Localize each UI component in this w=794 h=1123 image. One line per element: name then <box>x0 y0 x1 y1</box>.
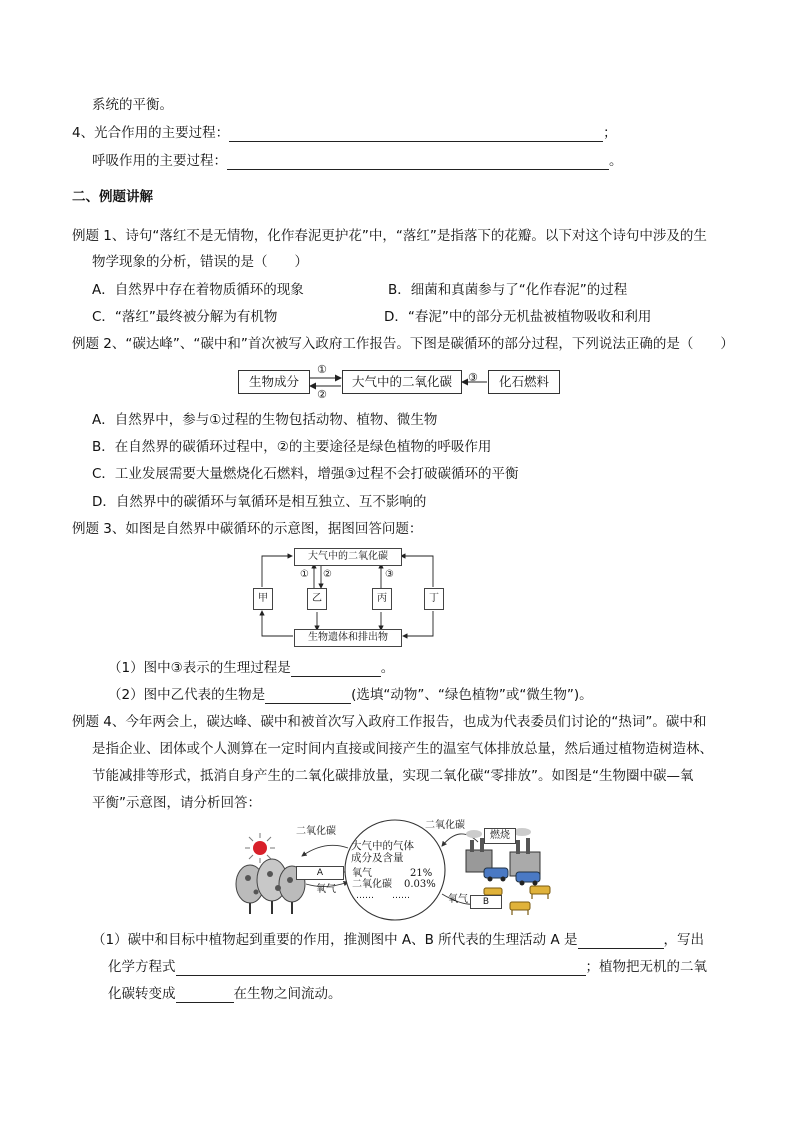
row-oxygen-value: 21% <box>410 868 433 879</box>
label-1: ① <box>300 569 309 580</box>
box-bing: 丙 <box>372 588 392 610</box>
ex4-q1-line2-mid: ；植物把无机的二氧 <box>585 959 707 975</box>
q4-prefix: 4、光合作用的主要过程： <box>72 125 230 141</box>
answer-blank[interactable] <box>291 662 381 677</box>
answer-blank[interactable] <box>176 961 586 976</box>
ex4-line3: 节能减排等形式，抵消自身产生的二氧化碳排放量，实现二氧化碳“零排放”。如图是“生物圈中碳—氧 <box>92 768 694 784</box>
label-o2-left: 氧气 <box>316 884 336 895</box>
section-title: 二、例题讲解 <box>72 189 153 205</box>
row-dots: …… …… <box>356 891 411 901</box>
tree-icon <box>236 859 305 914</box>
box-ding: 丁 <box>424 588 444 610</box>
row-oxygen-label: 氧气 <box>352 868 372 879</box>
ex4-q1-line2 <box>108 958 707 976</box>
ex1-stem-line2: 物学现象的分析，错误的是（ ） <box>92 254 308 270</box>
ex3-q2-end: (选填“动物”、“绿色植物”或“微生物”)。 <box>351 687 593 703</box>
label-3: ③ <box>385 569 394 580</box>
ex4-line2: 是指企业、团体或个人测算在一定时间内直接或间接产生的温室气体排放总量，然后通过植物造树造林、 <box>92 741 713 757</box>
ex1-option-b[interactable]: B．细菌和真菌参与了“化作春泥”的过程 <box>388 282 628 298</box>
ex4-q1-prefix: （1）碳中和目标中植物起到重要的作用，推测图中 A、B 所代表的生理活动 A 是 <box>92 932 578 948</box>
ex2-option-c[interactable]: C．工业发展需要大量燃烧化石燃料，增强③过程不会打破碳循环的平衡 <box>92 466 519 482</box>
intro-continuation: 系统的平衡。 <box>92 97 173 113</box>
box-atmospheric-co2: 大气中的二氧化碳 <box>342 370 462 394</box>
ex2-option-a[interactable]: A．自然界中，参与①过程的生物包括动物、植物、微生物 <box>92 412 438 428</box>
ex1-option-a[interactable]: A．自然界中存在着物质循环的现象 <box>92 282 304 298</box>
box-remains-and-excreta: 生物遗体和排出物 <box>294 629 402 647</box>
answer-blank[interactable] <box>265 689 351 704</box>
box-jia: 甲 <box>253 588 273 610</box>
ex1-option-c[interactable]: C．“落红”最终被分解为有机物 <box>92 309 278 325</box>
arrow-label-1: ① <box>317 363 327 376</box>
circle-title-1: 大气中的气体 <box>351 840 414 852</box>
ex3-question-2 <box>108 686 593 704</box>
answer-blank[interactable] <box>227 155 609 170</box>
ex4-q1-line3-prefix: 化碳转变成 <box>108 986 176 1002</box>
box-fossil-fuels: 化石燃料 <box>488 370 560 394</box>
ex3-q2-prefix: （2）图中乙代表的生物是 <box>108 687 266 703</box>
ex4-line1: 例题 4、今年两会上，碳达峰、碳中和被首次写入政府工作报告，也成为代表委员们讨论的“热词”。碳中和 <box>72 714 707 730</box>
arrow-label-3: ③ <box>468 371 478 384</box>
label-burn: 燃烧 <box>484 828 516 844</box>
row-co2-value: 0.03% <box>404 879 436 890</box>
ex3-q1-prefix: （1）图中③表示的生理过程是 <box>108 660 291 676</box>
ex2-option-b[interactable]: B．在自然界的碳循环过程中，②的主要途径是绿色植物的呼吸作用 <box>92 439 492 455</box>
question-4-line-2 <box>92 152 623 170</box>
ex1-stem-line1: 例题 1、诗句“落红不是无情物，化作春泥更护花”中，“落红”是指落下的花瓣。以下对这个诗句中涉及的生 <box>72 228 707 244</box>
answer-blank[interactable] <box>578 934 664 949</box>
ex3-q1-end: 。 <box>380 660 395 676</box>
ex4-q1-mid: ，写出 <box>663 932 704 948</box>
ex4-q1-line3-end: 在生物之间流动。 <box>233 986 342 1002</box>
arrow-label-2: ② <box>317 388 327 401</box>
ex3-question-1 <box>108 659 394 677</box>
label-co2-left: 二氧化碳 <box>296 826 336 837</box>
ex4-q1-line2-prefix: 化学方程式 <box>108 959 176 975</box>
label-co2-right: 二氧化碳 <box>425 820 465 831</box>
box-a: A <box>296 866 344 880</box>
q4-end2: 。 <box>609 153 623 169</box>
row-co2-label: 二氧化碳 <box>352 879 392 890</box>
ex3-stem: 例题 3、如图是自然界中碳循环的示意图，据图回答问题： <box>72 521 423 537</box>
label-2: ② <box>323 569 332 580</box>
box-biotic-components: 生物成分 <box>238 370 310 394</box>
answer-blank[interactable] <box>176 988 234 1003</box>
question-4-line-1 <box>72 124 617 142</box>
q4-end: ； <box>603 125 617 141</box>
ex1-option-d[interactable]: D．“春泥”中的部分无机盐被植物吸收和利用 <box>384 309 652 325</box>
sun-icon <box>245 833 275 863</box>
ex4-q1-line3 <box>108 985 342 1003</box>
ex2-stem: 例题 2、“碳达峰”、“碳中和”首次被写入政府工作报告。下图是碳循环的部分过程，下列说法正确的是（ ） <box>72 336 734 352</box>
ex4-q1-line1 <box>92 931 704 949</box>
ex4-line4: 平衡”示意图，请分析回答： <box>92 795 261 811</box>
ex2-option-d[interactable]: D．自然界中的碳循环与氧循环是相互独立、互不影响的 <box>92 494 427 510</box>
answer-blank[interactable] <box>229 127 603 142</box>
box-atmospheric-co2: 大气中的二氧化碳 <box>294 548 402 566</box>
label-o2-right: 氧气 <box>448 894 468 905</box>
circle-title-2: 成分及含量 <box>351 852 404 864</box>
box-b: B <box>470 895 502 909</box>
box-yi: 乙 <box>307 588 327 610</box>
q4-line2-prefix: 呼吸作用的主要过程： <box>92 153 227 169</box>
